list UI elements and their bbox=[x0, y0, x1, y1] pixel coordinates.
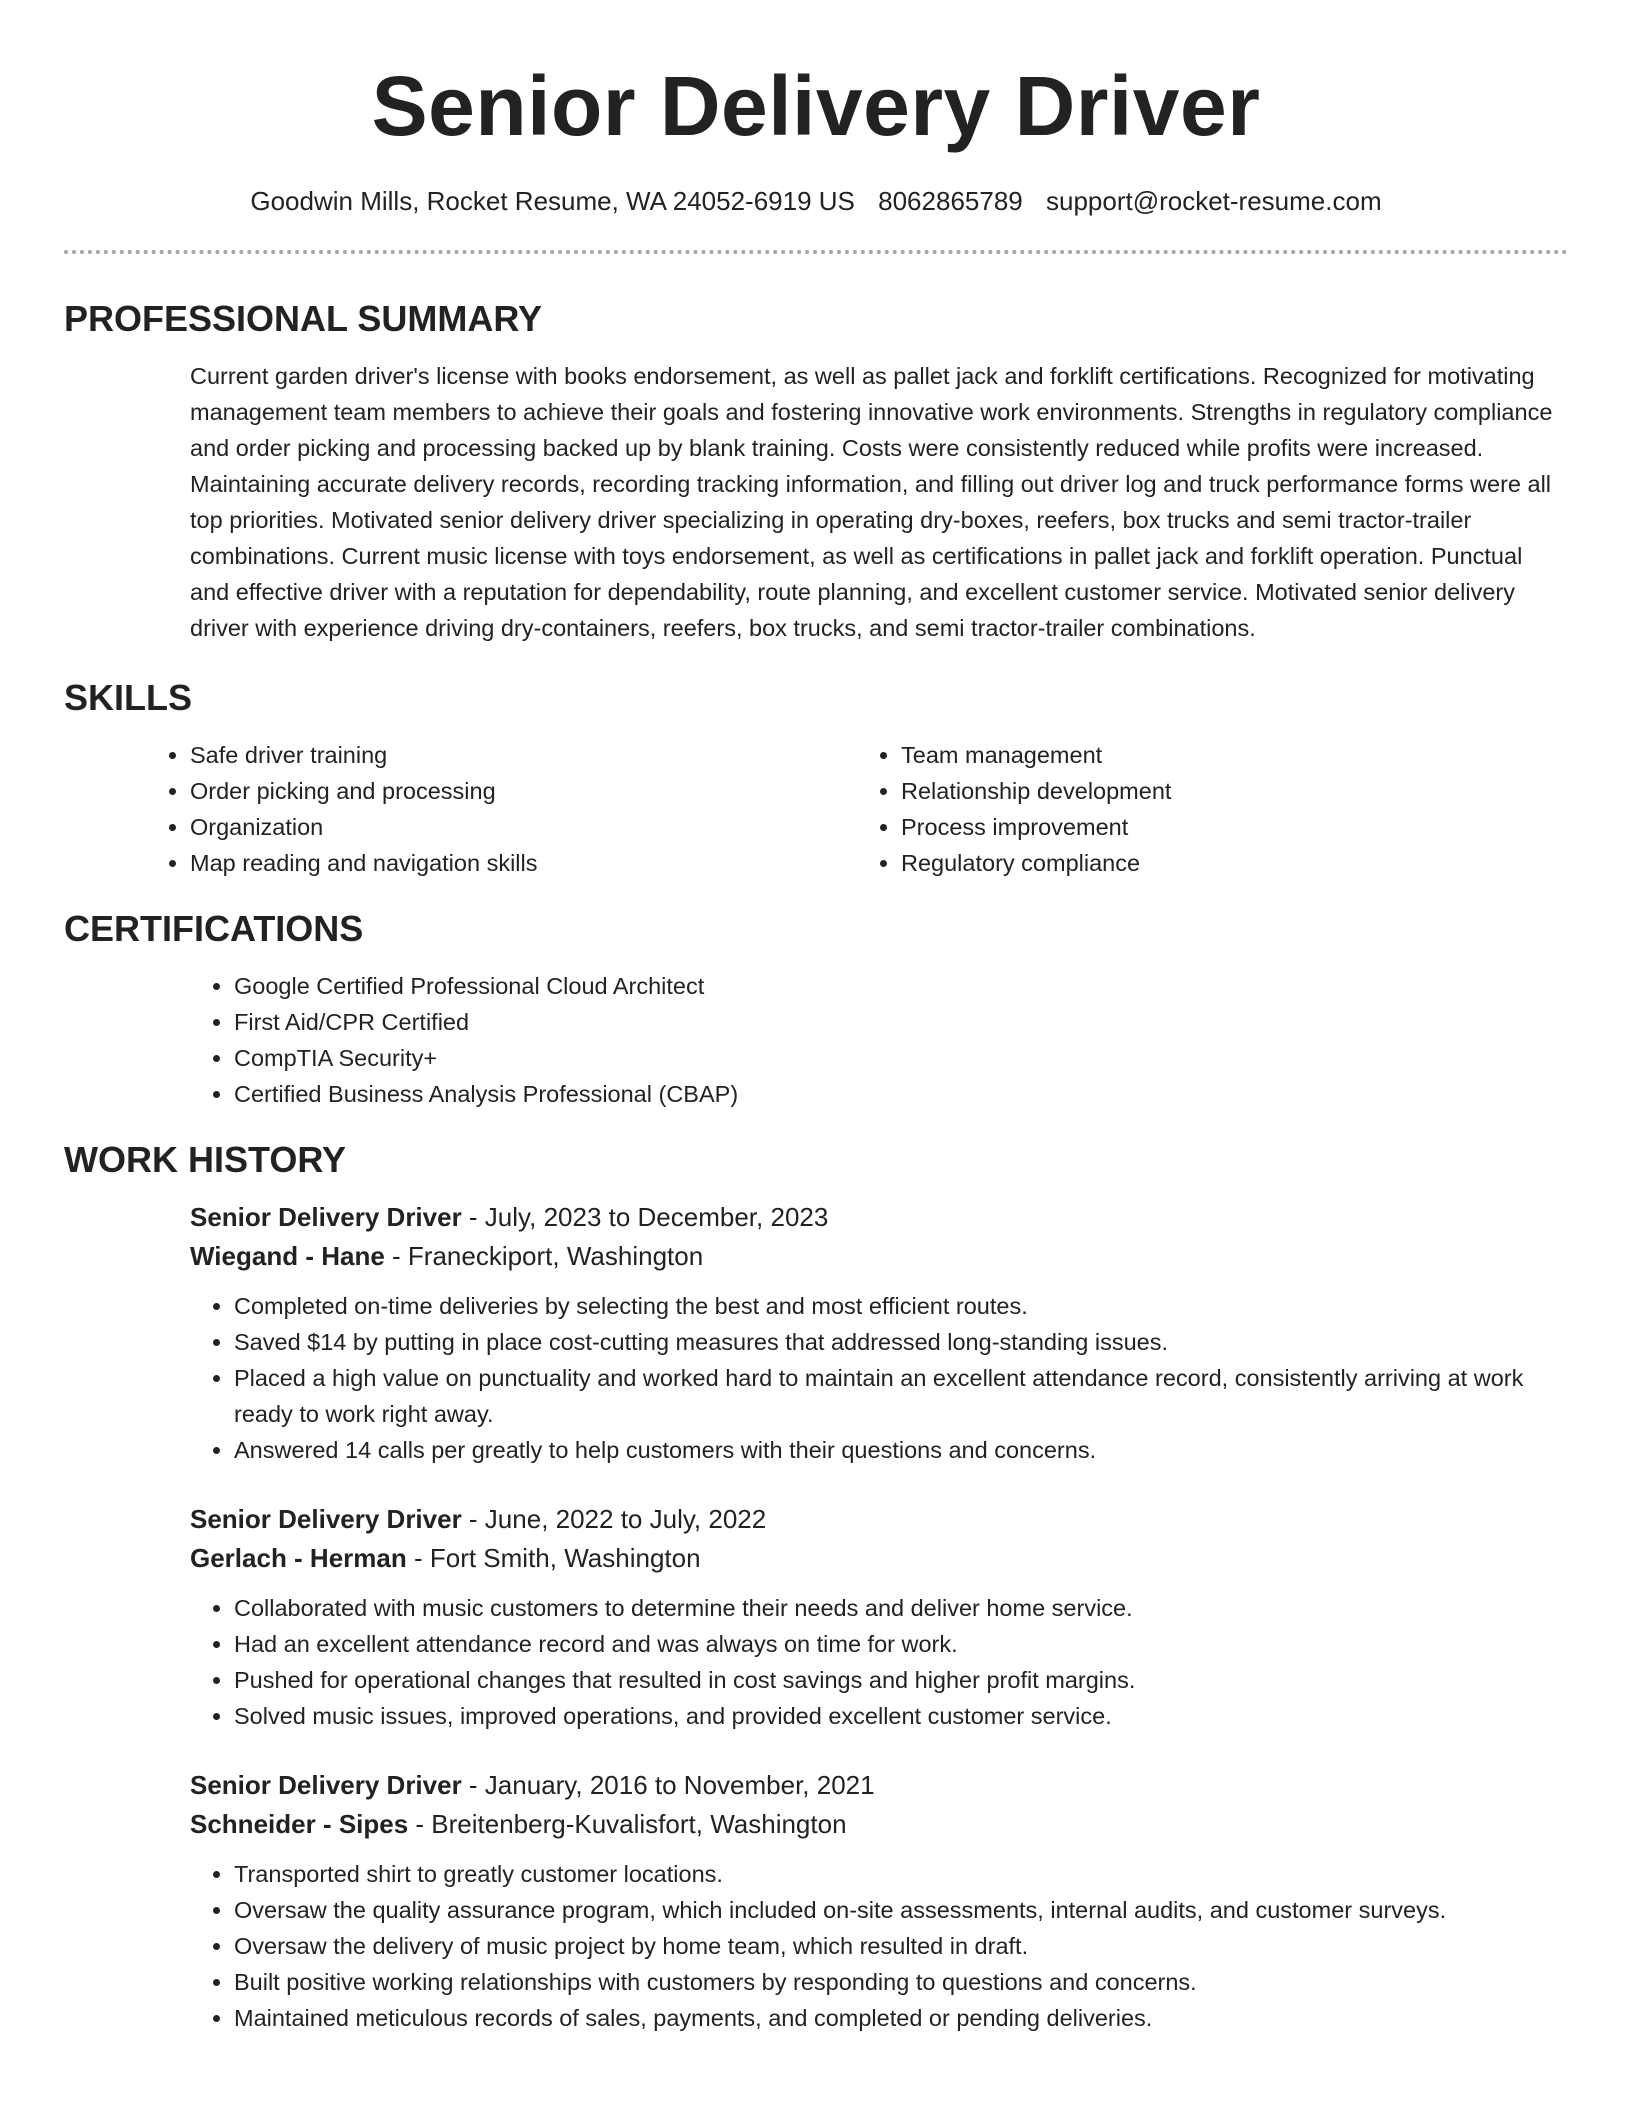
skills-list-right bbox=[857, 737, 1568, 881]
job-company: Wiegand - Hane bbox=[190, 1241, 385, 1271]
job-title-line bbox=[190, 1766, 1568, 1805]
job-entry bbox=[190, 1766, 1568, 2036]
resume-name: Senior Delivery Driver bbox=[371, 59, 1261, 153]
job-company-line bbox=[190, 1805, 1568, 1844]
list-item: • Safe driver training bbox=[190, 737, 857, 773]
list-item: • Pushed for operational changes that resulted in cost savings and higher profit margins. bbox=[234, 1662, 1568, 1698]
job-company-line bbox=[190, 1237, 1568, 1276]
list-item: • Map reading and navigation skills bbox=[190, 845, 857, 881]
certifications-heading: CERTIFICATIONS bbox=[64, 908, 364, 949]
list-item: • Solved music issues, improved operations, and provided excellent customer service. bbox=[234, 1698, 1568, 1734]
list-item: • Transported shirt to greatly customer locations. bbox=[234, 1856, 1568, 1892]
contact-address: Goodwin Mills, Rocket Resume, WA 24052-6919 US bbox=[250, 186, 855, 216]
contact-line bbox=[64, 184, 1568, 218]
list-item: • Answered 14 calls per greatly to help customers with their questions and concerns. bbox=[234, 1432, 1568, 1468]
header-divider bbox=[64, 250, 1568, 254]
list-item: • Oversaw the delivery of music project by home team, which resulted in draft. bbox=[234, 1928, 1568, 1964]
job-entry bbox=[190, 1500, 1568, 1734]
list-item: • Collaborated with music customers to determine their needs and deliver home service. bbox=[234, 1590, 1568, 1626]
skills-grid bbox=[146, 737, 1568, 881]
certifications-list bbox=[64, 968, 1568, 1112]
contact-email: support@rocket-resume.com bbox=[1045, 186, 1382, 216]
job-bullets bbox=[64, 1856, 1568, 2036]
summary-text: Current garden driver's license with books endorsement, as well as pallet jack and forklift certifications. Recognized for motivating management team members to achieve their goals and fostering innovative work environments. Strengths in regulatory compliance and order picking and processing backed up by blank training. Costs were consistently reduced while profits were increased. Maintaining accurate delivery records, recording tracking information, and filling out driver log and truck performance forms were all top priorities. Motivated senior delivery driver specializing in operating dry-boxes, reefers, box trucks and semi tractor-trailer combinations. Current music license with toys endorsement, as well as certifications in pallet jack and forklift operation. Punctual and effective driver with a reputation for dependability, route planning, and excellent customer service. Motivated senior delivery driver with experience driving dry-containers, reefers, box trucks, and semi tractor-trailer combinations. bbox=[190, 363, 1553, 641]
job-company-line bbox=[190, 1539, 1568, 1578]
list-item: • Completed on-time deliveries by selecting the best and most efficient routes. bbox=[234, 1288, 1568, 1324]
work-history-heading: WORK HISTORY bbox=[64, 1139, 347, 1180]
list-item: • Relationship development bbox=[901, 773, 1568, 809]
list-item: • Google Certified Professional Cloud Architect bbox=[234, 968, 1568, 1004]
job-title-line bbox=[190, 1198, 1568, 1237]
job-company: Gerlach - Herman bbox=[190, 1543, 407, 1573]
list-item: • Built positive working relationships with customers by responding to questions and concerns. bbox=[234, 1964, 1568, 2000]
job-bullets bbox=[64, 1590, 1568, 1734]
job-dates: - July, 2023 to December, 2023 bbox=[461, 1202, 829, 1232]
job-bullets bbox=[64, 1288, 1568, 1468]
list-item: • Saved $14 by putting in place cost-cutting measures that addressed long-standing issues. bbox=[234, 1324, 1568, 1360]
list-item: • Oversaw the quality assurance program, which included on-site assessments, internal audits, and customer surveys. bbox=[234, 1892, 1568, 1928]
list-item: • First Aid/CPR Certified bbox=[234, 1004, 1568, 1040]
job-company: Schneider - Sipes bbox=[190, 1809, 409, 1839]
job-dates: - January, 2016 to November, 2021 bbox=[461, 1770, 875, 1800]
skills-heading: SKILLS bbox=[64, 677, 193, 718]
job-role: Senior Delivery Driver bbox=[190, 1504, 462, 1534]
list-item: • Certified Business Analysis Professional (CBAP) bbox=[234, 1076, 1568, 1112]
summary-heading: PROFESSIONAL SUMMARY bbox=[64, 298, 543, 339]
list-item: • Had an excellent attendance record and was always on time for work. bbox=[234, 1626, 1568, 1662]
list-item: • Organization bbox=[190, 809, 857, 845]
list-item: • Placed a high value on punctuality and worked hard to maintain an excellent attendance record, consistently arriving at work ready to work right away. bbox=[234, 1360, 1568, 1432]
job-dates: - June, 2022 to July, 2022 bbox=[461, 1504, 767, 1534]
job-location: - Franeckiport, Washington bbox=[384, 1241, 704, 1271]
job-entry bbox=[190, 1198, 1568, 1468]
job-location: - Breitenberg-Kuvalisfort, Washington bbox=[408, 1809, 847, 1839]
job-location: - Fort Smith, Washington bbox=[406, 1543, 701, 1573]
list-item: • Team management bbox=[901, 737, 1568, 773]
list-item: • CompTIA Security+ bbox=[234, 1040, 1568, 1076]
job-title-line bbox=[190, 1500, 1568, 1539]
job-role: Senior Delivery Driver bbox=[190, 1202, 462, 1232]
job-role: Senior Delivery Driver bbox=[190, 1770, 462, 1800]
list-item: • Maintained meticulous records of sales, payments, and completed or pending deliveries. bbox=[234, 2000, 1568, 2036]
list-item: • Order picking and processing bbox=[190, 773, 857, 809]
list-item: • Process improvement bbox=[901, 809, 1568, 845]
list-item: • Regulatory compliance bbox=[901, 845, 1568, 881]
skills-list-left bbox=[146, 737, 857, 881]
contact-phone: 8062865789 bbox=[878, 186, 1023, 216]
